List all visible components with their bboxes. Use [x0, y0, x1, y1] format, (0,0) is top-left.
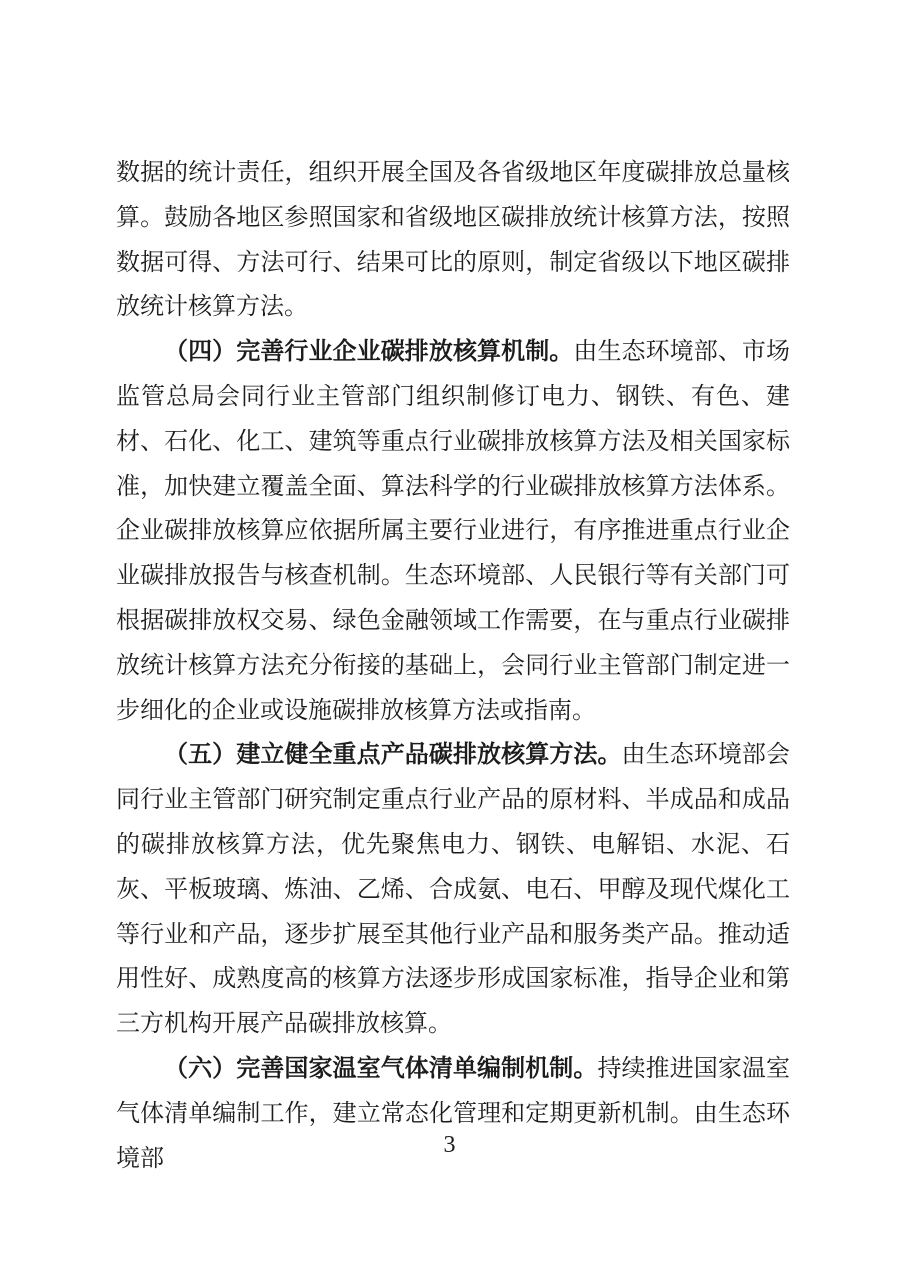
- section-4-body-text: 由生态环境部、市场监管总局会同行业主管部门组织制修订电力、钢铁、有色、建材、石化、化工、建筑等重点行业碳排放核算方法及相关国家标准，加快建立覆盖全面、算法科学的行业碳排放核算方法体系。企业碳排放核算应依据所属主要行业进行，有序推进重点行业企业碳排放报告与核查机制。生态环境部、人民银行等有关部门可根据碳排放权交易、绿色金融领域工作需要，在与重点行业碳排放统计核算方法充分衔接的基础上，会同行业主管部门制定进一步细化的企业或设施碳排放核算方法或指南。: [116, 339, 790, 724]
- page-number: 3: [443, 1132, 456, 1158]
- paragraph-continuation: [116, 151, 790, 330]
- section-6-body-text: 持续推进国家温室气体清单编制工作，建立常态化管理和定期更新机制。由生态环境部: [116, 1055, 791, 1172]
- section-5-body-text: 由生态环境部会同行业主管部门研究制定重点行业产品的原材料、半成品和成品的碳排放核算方法，优先聚焦电力、钢铁、电解铝、水泥、石灰、平板玻璃、炼油、乙烯、合成氨、电石、甲醇及现代煤化工等行业和产品，逐步扩展至其他行业产品和服务类产品。推动适用性好、成熟度高的核算方法逐步形成国家标准，指导企业和第三方机构开展产品碳排放核算。: [116, 742, 791, 1038]
- section-6-heading: （六）完善国家温室气体清单编制机制。: [164, 1055, 598, 1082]
- paragraph-section-4: [116, 330, 790, 733]
- document-text-body: [116, 151, 790, 1181]
- paragraph-section-6: [116, 1047, 790, 1181]
- section-5-heading: （五）建立健全重点产品碳排放核算方法。: [164, 742, 622, 769]
- paragraph-section-5: [116, 733, 790, 1047]
- paragraph-continuation-text: 数据的统计责任，组织开展全国及各省级地区年度碳排放总量核算。鼓励各地区参照国家和省级地区碳排放统计核算方法，按照数据可得、方法可行、结果可比的原则，制定省级以下地区碳排放统计核算方法。: [116, 160, 790, 321]
- section-4-heading: （四）完善行业企业碳排放核算机制。: [164, 339, 574, 366]
